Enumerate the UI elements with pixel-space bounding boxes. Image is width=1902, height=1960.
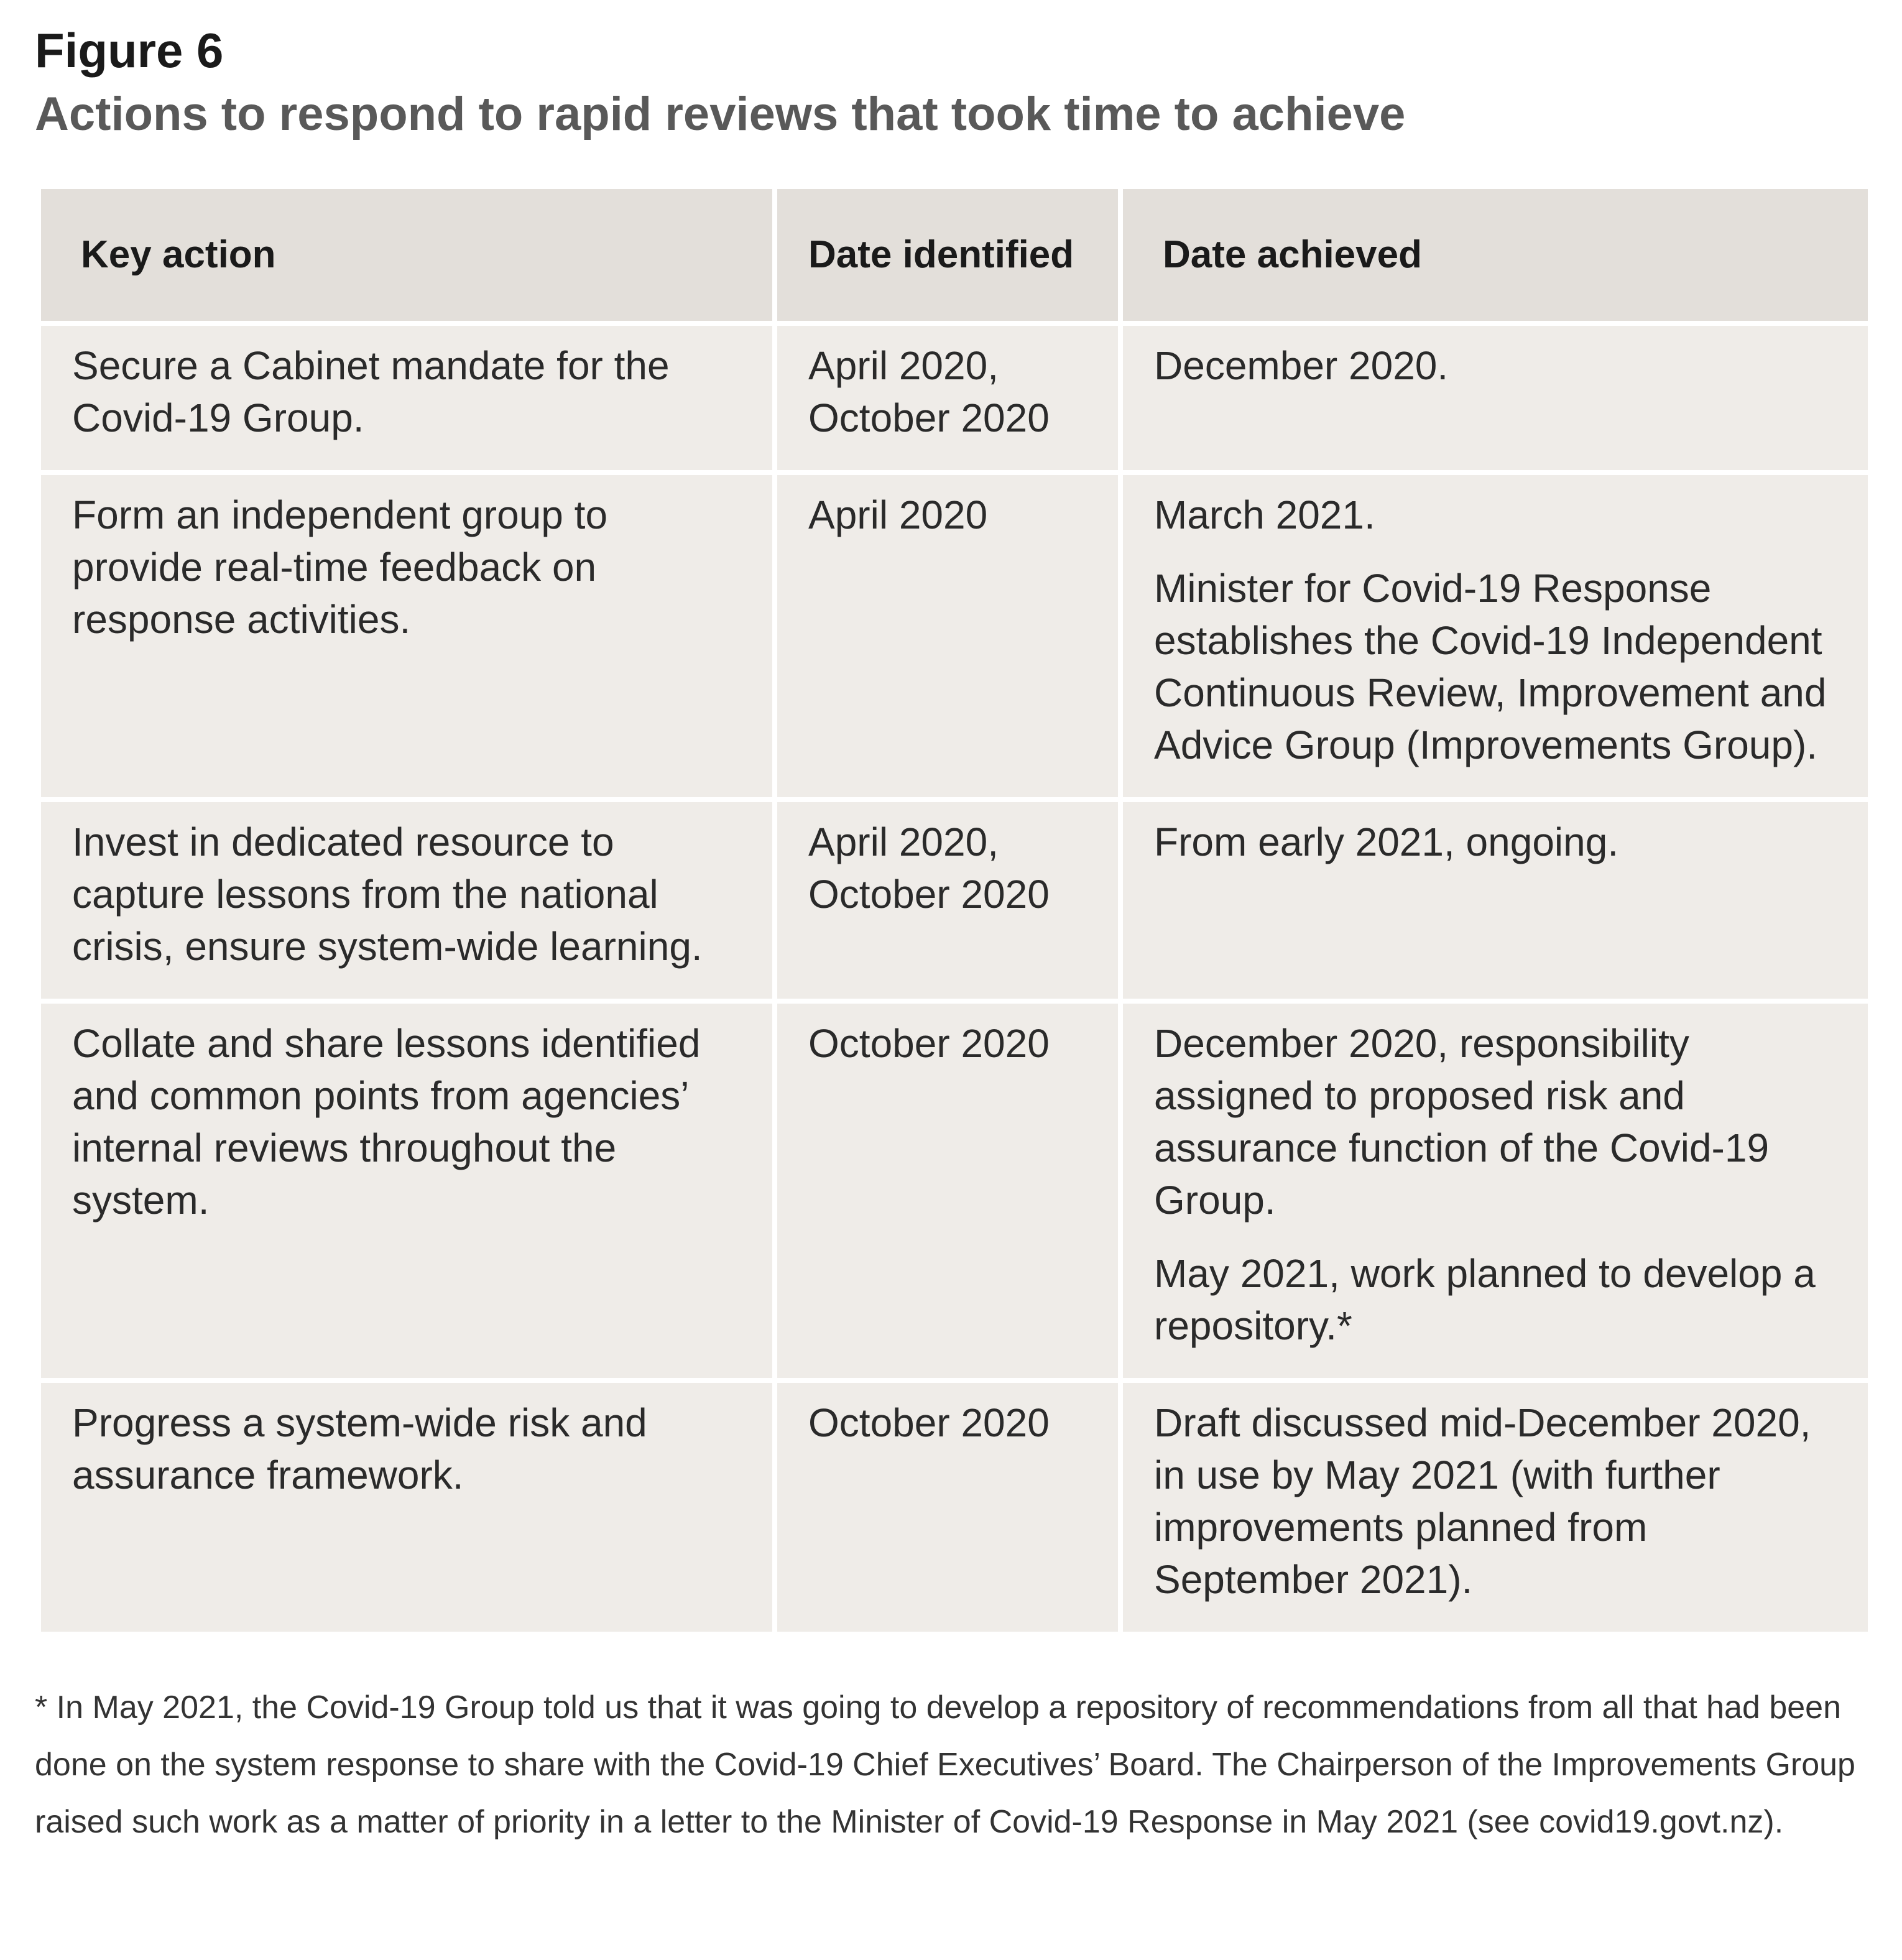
cell-date-achieved — [1123, 475, 1868, 797]
cell-text: April 2020, — [808, 820, 999, 864]
cell-key-action — [41, 1383, 772, 1632]
cell-text: Invest in dedicated resource to capture lessons from the national crisis, ensure system-wide learning. — [72, 820, 703, 969]
cell-text: Form an independent group to provide real-time feedback on response activities. — [72, 492, 608, 642]
table-row — [41, 802, 1868, 999]
cell-text: October 2020 — [808, 1021, 1050, 1066]
cell-date-identified — [777, 475, 1118, 797]
header-date-achieved: Date achieved — [1123, 189, 1868, 321]
table-row — [41, 1004, 1868, 1378]
cell-date-identified — [777, 1004, 1118, 1378]
cell-key-action — [41, 802, 772, 999]
cell-text: October 2020 — [808, 872, 1050, 917]
cell-text: March 2021. — [1154, 492, 1375, 537]
cell-text: December 2020. — [1154, 343, 1449, 388]
actions-table — [36, 184, 1873, 1637]
cell-text: From early 2021, ongoing. — [1154, 820, 1619, 864]
table-row — [41, 475, 1868, 797]
header-key-action: Key action — [41, 189, 772, 321]
cell-text: April 2020 — [808, 492, 988, 537]
table-row — [41, 1383, 1868, 1632]
cell-text: Collate and share lessons identified and common points from agencies’ internal reviews throughout the system. — [72, 1021, 701, 1223]
figure-label: Figure 6 — [35, 23, 224, 78]
cell-date-identified — [777, 1383, 1118, 1632]
cell-date-identified — [777, 802, 1118, 999]
cell-date-achieved — [1123, 1383, 1868, 1632]
cell-text: October 2020 — [808, 1400, 1050, 1445]
cell-key-action — [41, 326, 772, 470]
cell-date-achieved — [1123, 326, 1868, 470]
figure-title: Actions to respond to rapid reviews that took time to achieve — [35, 88, 1406, 141]
cell-text: Minister for Covid-19 Response establishes the Covid-19 Independent Continuous Review, Improvement and Advice Group (Improvements Group). — [1154, 566, 1827, 767]
cell-text: December 2020, responsibility assigned to proposed risk and assurance function of the Covid-19 Group. — [1154, 1021, 1770, 1223]
cell-key-action — [41, 1004, 772, 1378]
cell-key-action — [41, 475, 772, 797]
cell-text: Progress a system-wide risk and assurance framework. — [72, 1400, 647, 1497]
header-row — [41, 189, 1868, 321]
cell-text: Draft discussed mid-December 2020, in use by May 2021 (with further improvements planned from September 2021). — [1154, 1400, 1811, 1602]
cell-date-achieved — [1123, 802, 1868, 999]
header-date-identified: Date identified — [777, 189, 1118, 321]
table-row — [41, 326, 1868, 470]
cell-date-achieved — [1123, 1004, 1868, 1378]
footnote: * In May 2021, the Covid-19 Group told us that it was going to develop a repository of recommendations from all that had been done on the system response to share with the Covid-19 Chief Executives’ Board. The Chairperson of the Improvements Group raised such work as a matter of priority in a letter to the Minister of Covid-19 Response in May 2021 (see covid19.govt.nz). — [35, 1690, 1855, 1840]
cell-text: Secure a Cabinet mandate for the Covid-19 Group. — [72, 343, 670, 440]
cell-date-identified — [777, 326, 1118, 470]
cell-text: October 2020 — [808, 395, 1050, 440]
cell-text: May 2021, work planned to develop a repository.* — [1154, 1251, 1816, 1348]
cell-text: April 2020, — [808, 343, 999, 388]
